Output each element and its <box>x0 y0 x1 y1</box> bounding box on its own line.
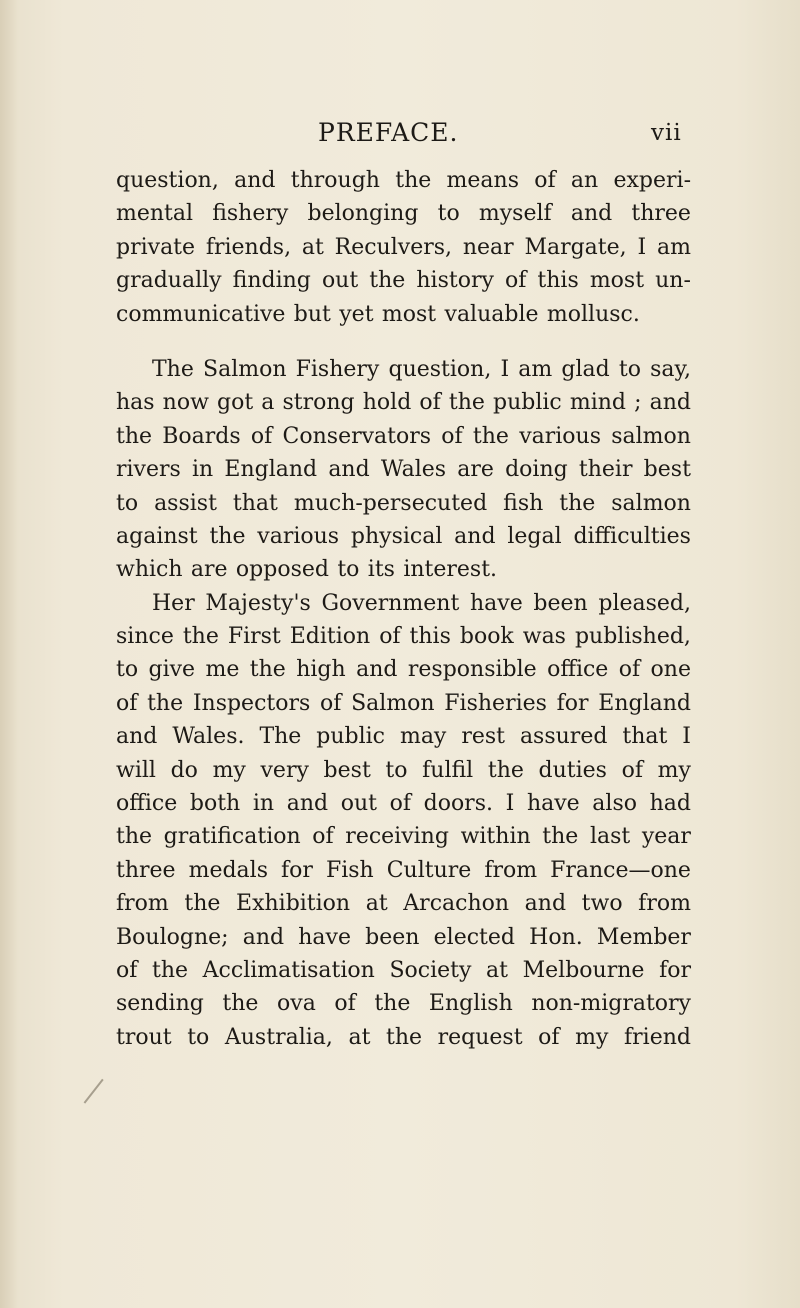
word: fishery <box>212 201 289 227</box>
word: the <box>542 824 579 850</box>
paragraph <box>116 587 691 1054</box>
word: high <box>296 657 346 683</box>
word: un- <box>655 268 691 294</box>
word: and <box>234 168 276 193</box>
word: and <box>286 791 329 817</box>
word: three <box>116 857 176 883</box>
word: history <box>416 268 494 294</box>
word: am <box>656 234 691 260</box>
word: the <box>448 390 485 416</box>
word: the <box>472 423 509 449</box>
word: my <box>212 757 246 783</box>
word: for <box>281 857 313 883</box>
word: private <box>116 234 196 260</box>
word: friends, <box>205 234 292 260</box>
word: been <box>365 924 420 950</box>
word: will <box>116 757 156 783</box>
word: Boards <box>162 423 241 449</box>
word: since <box>116 624 174 650</box>
word: Member <box>596 924 691 950</box>
word: of <box>116 957 138 983</box>
word: office <box>547 657 609 683</box>
word: doors. <box>423 791 493 817</box>
word: question, <box>388 356 492 382</box>
word: one <box>650 657 691 683</box>
word: Wales. <box>172 724 245 750</box>
text-line <box>116 197 691 230</box>
word: yet <box>339 301 374 327</box>
word: mental <box>116 201 194 227</box>
word: have <box>526 791 580 817</box>
page-gutter-shadow <box>0 0 18 1308</box>
word: Fish <box>325 857 374 883</box>
word: medals <box>188 857 268 883</box>
word: the <box>487 757 524 783</box>
word: and <box>356 657 398 683</box>
word: had <box>649 791 691 817</box>
word: Majesty's <box>205 590 311 616</box>
word: gratification <box>163 824 301 850</box>
text-line <box>116 887 691 920</box>
word: are <box>457 457 494 483</box>
word: belonging <box>307 201 419 227</box>
word: mollusc. <box>546 301 640 327</box>
word: of <box>312 824 334 850</box>
word: Melbourne <box>522 957 645 983</box>
word: through <box>290 168 380 193</box>
word: Exhibition <box>236 891 351 917</box>
margin-pencil-mark <box>84 1079 109 1108</box>
word: responsible <box>407 657 537 683</box>
word: the <box>222 991 259 1017</box>
word: Reculvers, <box>334 234 453 260</box>
text-line <box>116 653 691 686</box>
word: First <box>227 624 281 650</box>
text-line <box>116 553 691 586</box>
word: pleased, <box>598 590 691 616</box>
word: within <box>460 824 531 850</box>
word: valuable <box>444 301 539 327</box>
paragraph <box>116 353 691 587</box>
word: their <box>578 457 633 483</box>
word: fish <box>503 490 544 516</box>
word: gradually <box>116 268 222 294</box>
word: book <box>459 624 514 650</box>
word: and <box>649 390 691 416</box>
word: of <box>621 757 644 783</box>
word: are <box>190 557 228 583</box>
word: have <box>298 924 351 950</box>
word: most <box>381 301 437 327</box>
text-line <box>116 164 691 197</box>
word: England <box>598 690 691 716</box>
word: public <box>316 724 385 750</box>
word: mind <box>569 390 626 416</box>
word: office <box>116 791 178 817</box>
word: and <box>242 924 285 950</box>
paragraph-gap <box>116 331 691 353</box>
word: at <box>365 891 388 917</box>
word: The <box>152 356 194 382</box>
word: to <box>116 490 139 516</box>
word: give <box>148 657 196 683</box>
word: the <box>184 891 221 917</box>
word: legal <box>507 523 562 549</box>
word: of <box>250 423 273 449</box>
word: and <box>524 891 567 917</box>
word: to <box>618 356 641 382</box>
word: of <box>618 657 641 683</box>
text-line <box>116 854 691 887</box>
word: rivers <box>116 457 181 483</box>
word: I <box>682 724 691 750</box>
text-line <box>116 1021 691 1054</box>
word: Salmon <box>351 690 435 716</box>
word: of <box>538 1024 560 1050</box>
word: me <box>205 657 240 683</box>
word: the <box>182 624 219 650</box>
word: receiving <box>345 824 449 850</box>
word: I <box>500 356 510 382</box>
word: Australia, <box>224 1024 333 1050</box>
word: best <box>323 757 371 783</box>
word: much-persecuted <box>293 490 488 516</box>
word: three <box>631 201 691 227</box>
word: at <box>486 957 509 983</box>
word: I <box>637 234 647 260</box>
text-line <box>116 720 691 753</box>
word: of <box>334 991 356 1017</box>
word: in <box>252 791 275 817</box>
word: both <box>189 791 241 817</box>
word: communicative <box>116 301 286 327</box>
word: English <box>428 991 513 1017</box>
word: means <box>446 168 519 193</box>
word: year <box>641 824 691 850</box>
text-line <box>116 487 691 520</box>
body-text <box>116 164 691 1054</box>
word: and <box>454 523 496 549</box>
word: the <box>209 523 246 549</box>
text-line <box>116 620 691 653</box>
text-line <box>116 420 691 453</box>
text-line <box>116 520 691 553</box>
word: assist <box>154 490 217 516</box>
word: assured <box>519 724 608 750</box>
word: elected <box>433 924 515 950</box>
word: that <box>232 490 278 516</box>
word: duties <box>538 757 607 783</box>
word: a <box>261 390 275 416</box>
word: Edition <box>289 624 371 650</box>
word: rest <box>461 724 505 750</box>
text-line <box>116 987 691 1020</box>
word: this <box>537 268 579 294</box>
word: the <box>116 423 153 449</box>
word: to <box>337 557 360 583</box>
text-line <box>116 787 691 820</box>
word: the <box>249 657 286 683</box>
word: ; <box>634 390 642 416</box>
word: Inspectors <box>192 690 311 716</box>
word: from <box>484 857 538 883</box>
word: interest. <box>403 557 498 583</box>
word: The <box>259 724 302 750</box>
paragraph <box>116 164 691 331</box>
word: at <box>348 1024 371 1050</box>
word: near <box>462 234 514 260</box>
word: at <box>301 234 324 260</box>
text-line <box>116 954 691 987</box>
text-line <box>116 264 691 297</box>
word: been <box>533 590 588 616</box>
word: Conservators <box>282 423 432 449</box>
word: for <box>659 957 691 983</box>
word: for <box>556 690 589 716</box>
word: Fisheries <box>444 690 547 716</box>
word: last <box>589 824 631 850</box>
word: Salmon <box>203 356 287 382</box>
text-line <box>116 386 691 419</box>
word: the <box>374 991 411 1017</box>
word: its <box>367 557 395 583</box>
word: have <box>469 590 523 616</box>
word: Margate, <box>524 234 627 260</box>
word: the <box>395 168 432 193</box>
word: say, <box>650 356 691 382</box>
page-number: vii <box>651 120 682 146</box>
word: fulfil <box>422 757 474 783</box>
word: hold <box>362 390 412 416</box>
word: this <box>409 624 451 650</box>
word: two <box>581 891 623 917</box>
word: has <box>116 390 155 416</box>
word: of <box>504 268 527 294</box>
word: Her <box>152 590 195 616</box>
word: but <box>293 301 331 327</box>
word: friend <box>624 1024 691 1050</box>
word: published, <box>574 624 691 650</box>
word: an <box>570 168 599 193</box>
word: of <box>116 690 138 716</box>
word: Acclimatisation <box>202 957 375 983</box>
word: to <box>437 201 460 227</box>
word: in <box>192 457 214 483</box>
word: from <box>116 891 169 917</box>
word: my <box>657 757 691 783</box>
word: the <box>152 957 189 983</box>
word: also <box>592 791 637 817</box>
word: and <box>570 201 613 227</box>
word: got <box>217 390 254 416</box>
word: Government <box>321 590 460 616</box>
word: may <box>399 724 447 750</box>
word: England <box>224 457 318 483</box>
word: do <box>170 757 198 783</box>
word: my <box>575 1024 609 1050</box>
word: various <box>257 523 340 549</box>
word: Hon. <box>529 924 583 950</box>
word: I <box>505 791 515 817</box>
word: to <box>385 757 408 783</box>
word: doing <box>505 457 568 483</box>
word: sending <box>116 991 204 1017</box>
word: trout <box>116 1024 172 1050</box>
text-line <box>116 820 691 853</box>
word: of <box>419 390 441 416</box>
word: the <box>559 490 596 516</box>
word: of <box>441 423 463 449</box>
word: that <box>622 724 668 750</box>
word: to <box>116 657 139 683</box>
word: of <box>389 791 411 817</box>
running-header <box>0 118 800 158</box>
word: experi- <box>613 168 691 193</box>
word: out <box>321 268 359 294</box>
word: against <box>116 523 198 549</box>
word: ova <box>277 991 316 1017</box>
word: and <box>328 457 370 483</box>
word: the <box>116 824 153 850</box>
word: salmon <box>611 490 691 516</box>
word: the <box>147 690 184 716</box>
word: difficulties <box>573 523 691 549</box>
word: glad <box>561 356 610 382</box>
word: was <box>522 624 566 650</box>
word: from <box>638 891 691 917</box>
word: Fishery <box>295 356 380 382</box>
word: question, <box>116 168 219 193</box>
word: Wales <box>380 457 447 483</box>
word: Society <box>389 957 472 983</box>
word: and <box>116 724 158 750</box>
text-line <box>116 231 691 264</box>
word: to <box>187 1024 210 1050</box>
word: salmon <box>611 423 691 449</box>
word: Arcachon <box>403 891 510 917</box>
word: France—one <box>550 857 691 883</box>
word: myself <box>478 201 552 227</box>
word: finding <box>232 268 311 294</box>
word: now <box>162 390 209 416</box>
running-title: PREFACE. <box>318 118 459 147</box>
word: strong <box>282 390 355 416</box>
word: out <box>340 791 377 817</box>
word: public <box>493 390 562 416</box>
word: Culture <box>386 857 472 883</box>
word: non-migratory <box>531 991 691 1017</box>
word: the <box>386 1024 423 1050</box>
text-line <box>116 687 691 720</box>
word: am <box>518 356 553 382</box>
word: of <box>379 624 401 650</box>
word: of <box>320 690 342 716</box>
text-line <box>116 453 691 486</box>
word: very <box>260 757 309 783</box>
word: best <box>643 457 691 483</box>
word: Boulogne; <box>116 924 229 950</box>
text-line <box>116 353 691 386</box>
word: opposed <box>235 557 329 583</box>
text-line <box>116 754 691 787</box>
word: most <box>589 268 645 294</box>
text-line <box>116 298 691 331</box>
word: request <box>437 1024 523 1050</box>
word: the <box>369 268 406 294</box>
text-line <box>116 921 691 954</box>
text-line <box>116 587 691 620</box>
word: which <box>116 557 183 583</box>
word: of <box>534 168 556 193</box>
word: physical <box>350 523 443 549</box>
word: various <box>519 423 601 449</box>
